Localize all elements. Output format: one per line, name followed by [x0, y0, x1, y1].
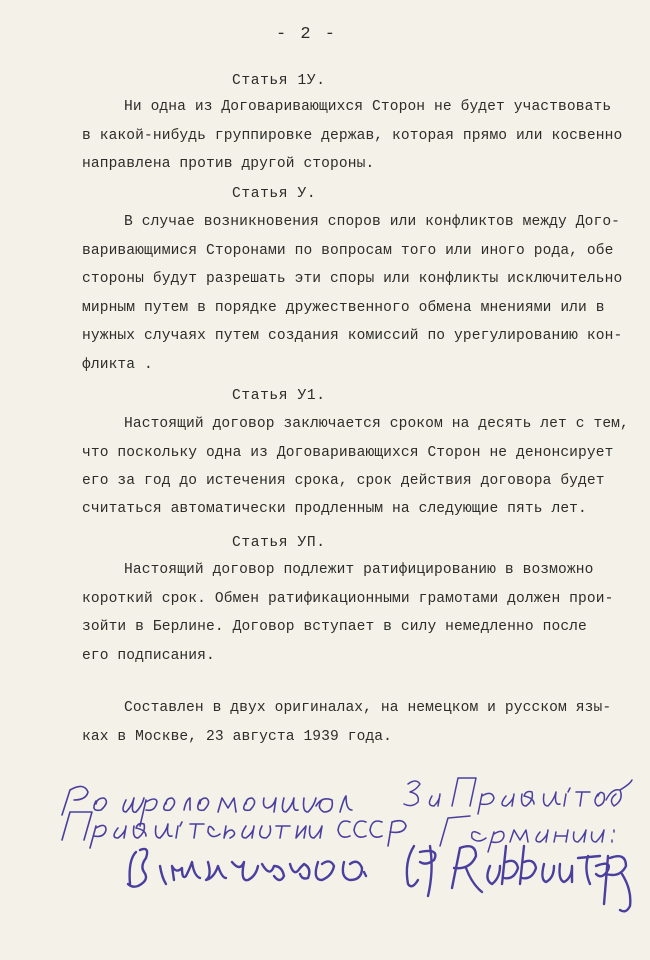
handwritten-left-line-2: [62, 812, 406, 848]
article-6-line: что поскольку одна из Договаривающихся Сторон не денонсирует: [82, 445, 614, 461]
molotov-signature: [128, 849, 366, 887]
article-6-heading: Статья У1.: [232, 388, 326, 404]
article-7-line: Настоящий договор подлежит ратифицированию в возможно: [124, 562, 594, 578]
article-6-line: его за год до истечения срока, срок действия договора будет: [82, 473, 605, 489]
article-5-heading: Статья У.: [232, 186, 317, 202]
article-5-line: нужных случаях путем создания комиссий по урегулированию кон-: [82, 328, 623, 344]
article-4-line: в какой-нибудь группировке держав, которая прямо или косвенно: [82, 128, 623, 144]
article-7-line: короткий срок. Обмен ратификационными грамотами должен прои-: [82, 591, 614, 607]
article-5-line: стороны будут разрешать эти споры или конфликты исключительно: [82, 271, 623, 287]
closing-line: ках в Москве, 23 августа 1939 года.: [82, 729, 393, 745]
article-5-line: варивающимися Сторонами по вопросам того или иного рода, обе: [82, 243, 614, 259]
ribbentrop-signature: [407, 846, 630, 911]
page-number: - 2 -: [276, 25, 338, 44]
article-6-line: считаться автоматически продленным на следующие пять лет.: [82, 501, 587, 517]
article-6-line: Настоящий договор заключается сроком на десять лет с тем,: [124, 416, 629, 432]
handwritten-left-line-1: [62, 786, 352, 826]
article-4-line: направлена против другой стороны.: [82, 156, 375, 172]
article-7-line: его подписания.: [82, 648, 215, 664]
article-4-heading: Статья 1У.: [232, 73, 326, 89]
article-5-line: фликта .: [82, 357, 153, 373]
article-7-heading: Статья УП.: [232, 535, 326, 551]
handwritten-right-line-1: [404, 778, 632, 814]
article-5-line: В случае возникновения споров или конфликтов между Дого-: [124, 214, 621, 230]
closing-line: Составлен в двух оригиналах, на немецком и русском язы-: [124, 700, 612, 716]
article-4-line: Ни одна из Договаривающихся Сторон не будет участвовать: [124, 99, 612, 115]
article-7-line: зойти в Берлине. Договор вступает в силу немедленно после: [82, 619, 587, 635]
article-5-line: мирным путем в порядке дружественного обмена мнениями или в: [82, 300, 605, 316]
